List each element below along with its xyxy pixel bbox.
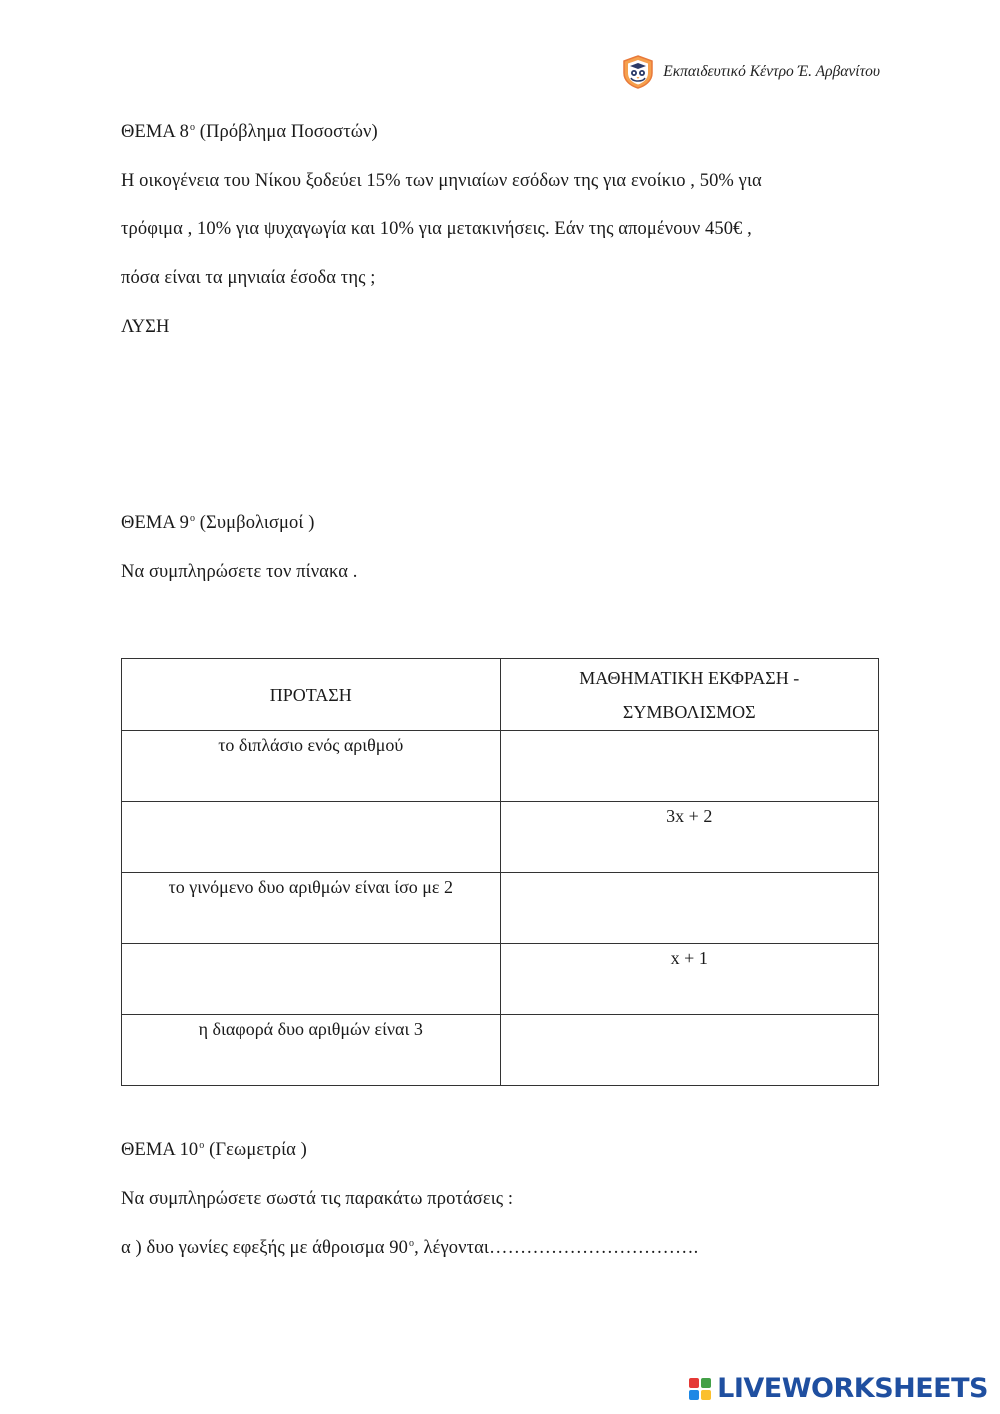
symbolism-table <box>121 658 879 1086</box>
logo-block <box>701 1390 711 1400</box>
problem-10-instruction: Να συμπληρώσετε σωστά τις παρακάτω προτάσεις : <box>121 1189 514 1209</box>
statement-cell: η διαφορά δυο αριθμών είναι 3 <box>122 1015 501 1086</box>
logo-block <box>701 1378 711 1388</box>
expression-cell: 3x + 2 <box>500 802 879 873</box>
problem-8-title: ΘΕΜΑ $8^o$ (Πρόβλημα Ποσοστών) <box>121 122 378 142</box>
problem-8-text-line: Η οικογένεια του Νίκου ξοδεύει 15% των μηνιαίων εσόδων της για ενοίκιο , 50% για <box>121 171 762 191</box>
problem-9-title: ΘΕΜΑ $9^o$ (Συμβολισμοί ) <box>121 513 315 533</box>
table-row <box>122 944 879 1015</box>
liveworksheets-blocks-icon <box>689 1378 711 1400</box>
statement-cell: το διπλάσιο ενός αριθμού <box>122 731 501 802</box>
expression-cell[interactable] <box>500 1015 879 1086</box>
problem-8-text-line: πόσα είναι τα μηνιαία έσοδα της ; <box>121 268 376 288</box>
table-row <box>122 802 879 873</box>
statement-cell: το γινόμενο δυο αριθμών είναι ίσο με 2 <box>122 873 501 944</box>
table-row <box>122 1015 879 1086</box>
expression-cell[interactable] <box>500 731 879 802</box>
liveworksheets-logo <box>689 1373 988 1404</box>
liveworksheets-brand: LIVEWORKSHEETS <box>717 1373 988 1404</box>
logo-block <box>689 1378 699 1388</box>
col-header-statement: ΠΡΟΤΑΣΗ <box>122 659 501 731</box>
table-header-row <box>122 659 879 731</box>
col-header-expression: ΜΑΘΗΜΑΤΙΚΗ ΕΚΦΡΑΣΗ - ΣΥΜΒΟΛΙΣΜΟΣ <box>500 659 879 731</box>
page-header <box>621 54 880 90</box>
expression-cell[interactable] <box>500 873 879 944</box>
solution-label: ΛΥΣΗ <box>121 317 170 337</box>
problem-9-instruction: Να συμπληρώσετε τον πίνακα . <box>121 562 358 582</box>
problem-10-title: ΘΕΜΑ $10^o$ (Γεωμετρία ) <box>121 1140 307 1160</box>
table-row <box>122 731 879 802</box>
problem-10-item-a: α ) δυο γωνίες εφεξής με άθροισμα $90^o$, λέγονται……………………………. <box>121 1238 699 1258</box>
table-row <box>122 873 879 944</box>
problem-8-text-line: τρόφιμα , 10% για ψυχαγωγία και 10% για μετακινήσεις. Εάν της απομένουν 450€ , <box>121 219 752 239</box>
organization-name: Εκπαιδευτικό Κέντρο Έ. Αρβανίτου <box>663 63 880 80</box>
statement-cell[interactable] <box>122 802 501 873</box>
expression-cell: x + 1 <box>500 944 879 1015</box>
owl-graduate-logo-icon <box>621 54 655 90</box>
statement-cell[interactable] <box>122 944 501 1015</box>
logo-block <box>689 1390 699 1400</box>
